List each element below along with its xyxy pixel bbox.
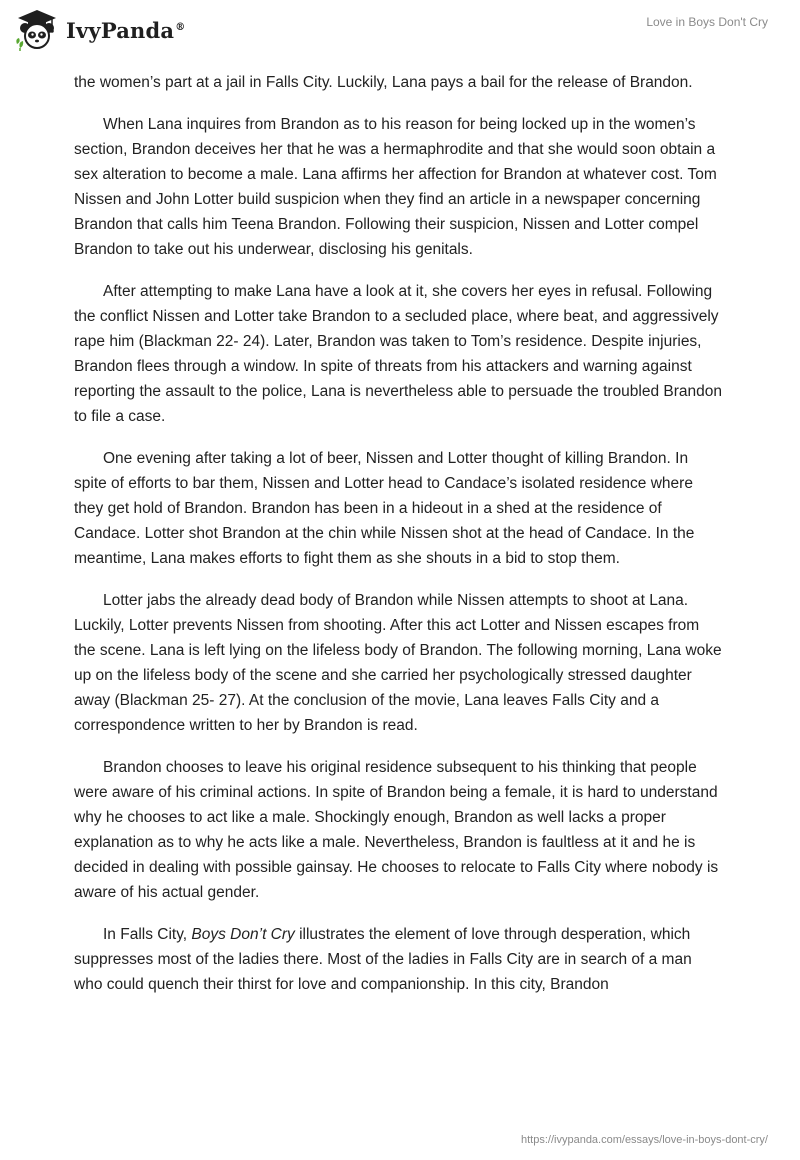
paragraph-with-title bbox=[74, 922, 724, 997]
running-title: Love in Boys Don't Cry bbox=[646, 15, 768, 29]
paragraph: Lotter jabs the already dead body of Brandon while Nissen attempts to shoot at Lana. Luckily, Lotter prevents Nissen from shooting. After this act Lotter and Nissen escapes from the scene. Lana is left lying on the lifeless body of Brandon. The following morning, Lana woke up on the lifeless body of the scene and she carried her psychologically stressed daughter away (Blackman 25- 27). At the conclusion of the movie, Lana leaves Falls City and a correspondence written to her by Brandon is read. bbox=[74, 592, 722, 734]
panda-graduate-icon bbox=[14, 8, 60, 52]
essay-body bbox=[74, 70, 724, 1014]
paragraph-text: In Falls City, bbox=[103, 926, 192, 943]
paragraph: One evening after taking a lot of beer, Nissen and Lotter thought of killing Brandon. In spite of efforts to bar them, Nissen and Lotter head to Candace’s isolated residence where they get hold of Brandon. Brandon has been in a hideout in a shed at the residence of Candace. Lotter shot Brandon at the chin while Nissen shot at the head of Candace. In the meantime, Lana makes efforts to fight them as she shouts in a bid to stop them. bbox=[74, 450, 695, 567]
registered-mark: ® bbox=[175, 21, 186, 33]
source-url[interactable]: https://ivypanda.com/essays/love-in-boys-dont-cry/ bbox=[521, 1134, 768, 1146]
brand-text: IvyPanda bbox=[66, 17, 175, 43]
brand-name bbox=[66, 18, 185, 43]
paragraph: After attempting to make Lana have a look at it, she covers her eyes in refusal. Following the conflict Nissen and Lotter take Brandon to a secluded place, where beat, and aggressively rape him (Blackman 22- 24). Later, Brandon was taken to Tom’s residence. Despite injuries, Brandon flees through a window. In spite of threats from his attackers and warning against reporting the assault to the police, Lana is nevertheless able to persuade the troubled Brandon to file a case. bbox=[74, 283, 722, 425]
film-title: Boys Don’t Cry bbox=[191, 926, 295, 943]
paragraph-continued: the women’s part at a jail in Falls City. Luckily, Lana pays a bail for the release of Brandon. bbox=[74, 74, 693, 91]
page-header bbox=[0, 0, 800, 64]
paragraph-text: illustrates the element of love through desperation, which suppresses most of the ladies there. Most of the ladies in Falls City are in search of a man who could quench their thirst for love and companionship. In this city, Brandon bbox=[74, 926, 692, 993]
paragraph: When Lana inquires from Brandon as to his reason for being locked up in the women’s section, Brandon deceives her that he was a hermaphrodite and that she would soon obtain a sex alteration to become a male. Lana affirms her affection for Brandon at whatever cost. Tom Nissen and John Lotter build suspicion when they find an article in a newspaper concerning Brandon that calls him Teena Brandon. Following their suspicion, Nissen and Lotter compel Brandon to take out his underwear, disclosing his genitals. bbox=[74, 116, 717, 258]
ivypanda-logo[interactable] bbox=[14, 8, 185, 52]
paragraph: Brandon chooses to leave his original residence subsequent to his thinking that people were aware of his criminal actions. In spite of Brandon being a female, it is hard to understand why he chooses to act like a male. Shockingly enough, Brandon as well lacks a proper explanation as to why he acts like a male. Nevertheless, Brandon is faultless at it and he is decided in dealing with possible gainsay. He chooses to relocate to Falls City where nobody is aware of his actual gender. bbox=[74, 759, 719, 901]
